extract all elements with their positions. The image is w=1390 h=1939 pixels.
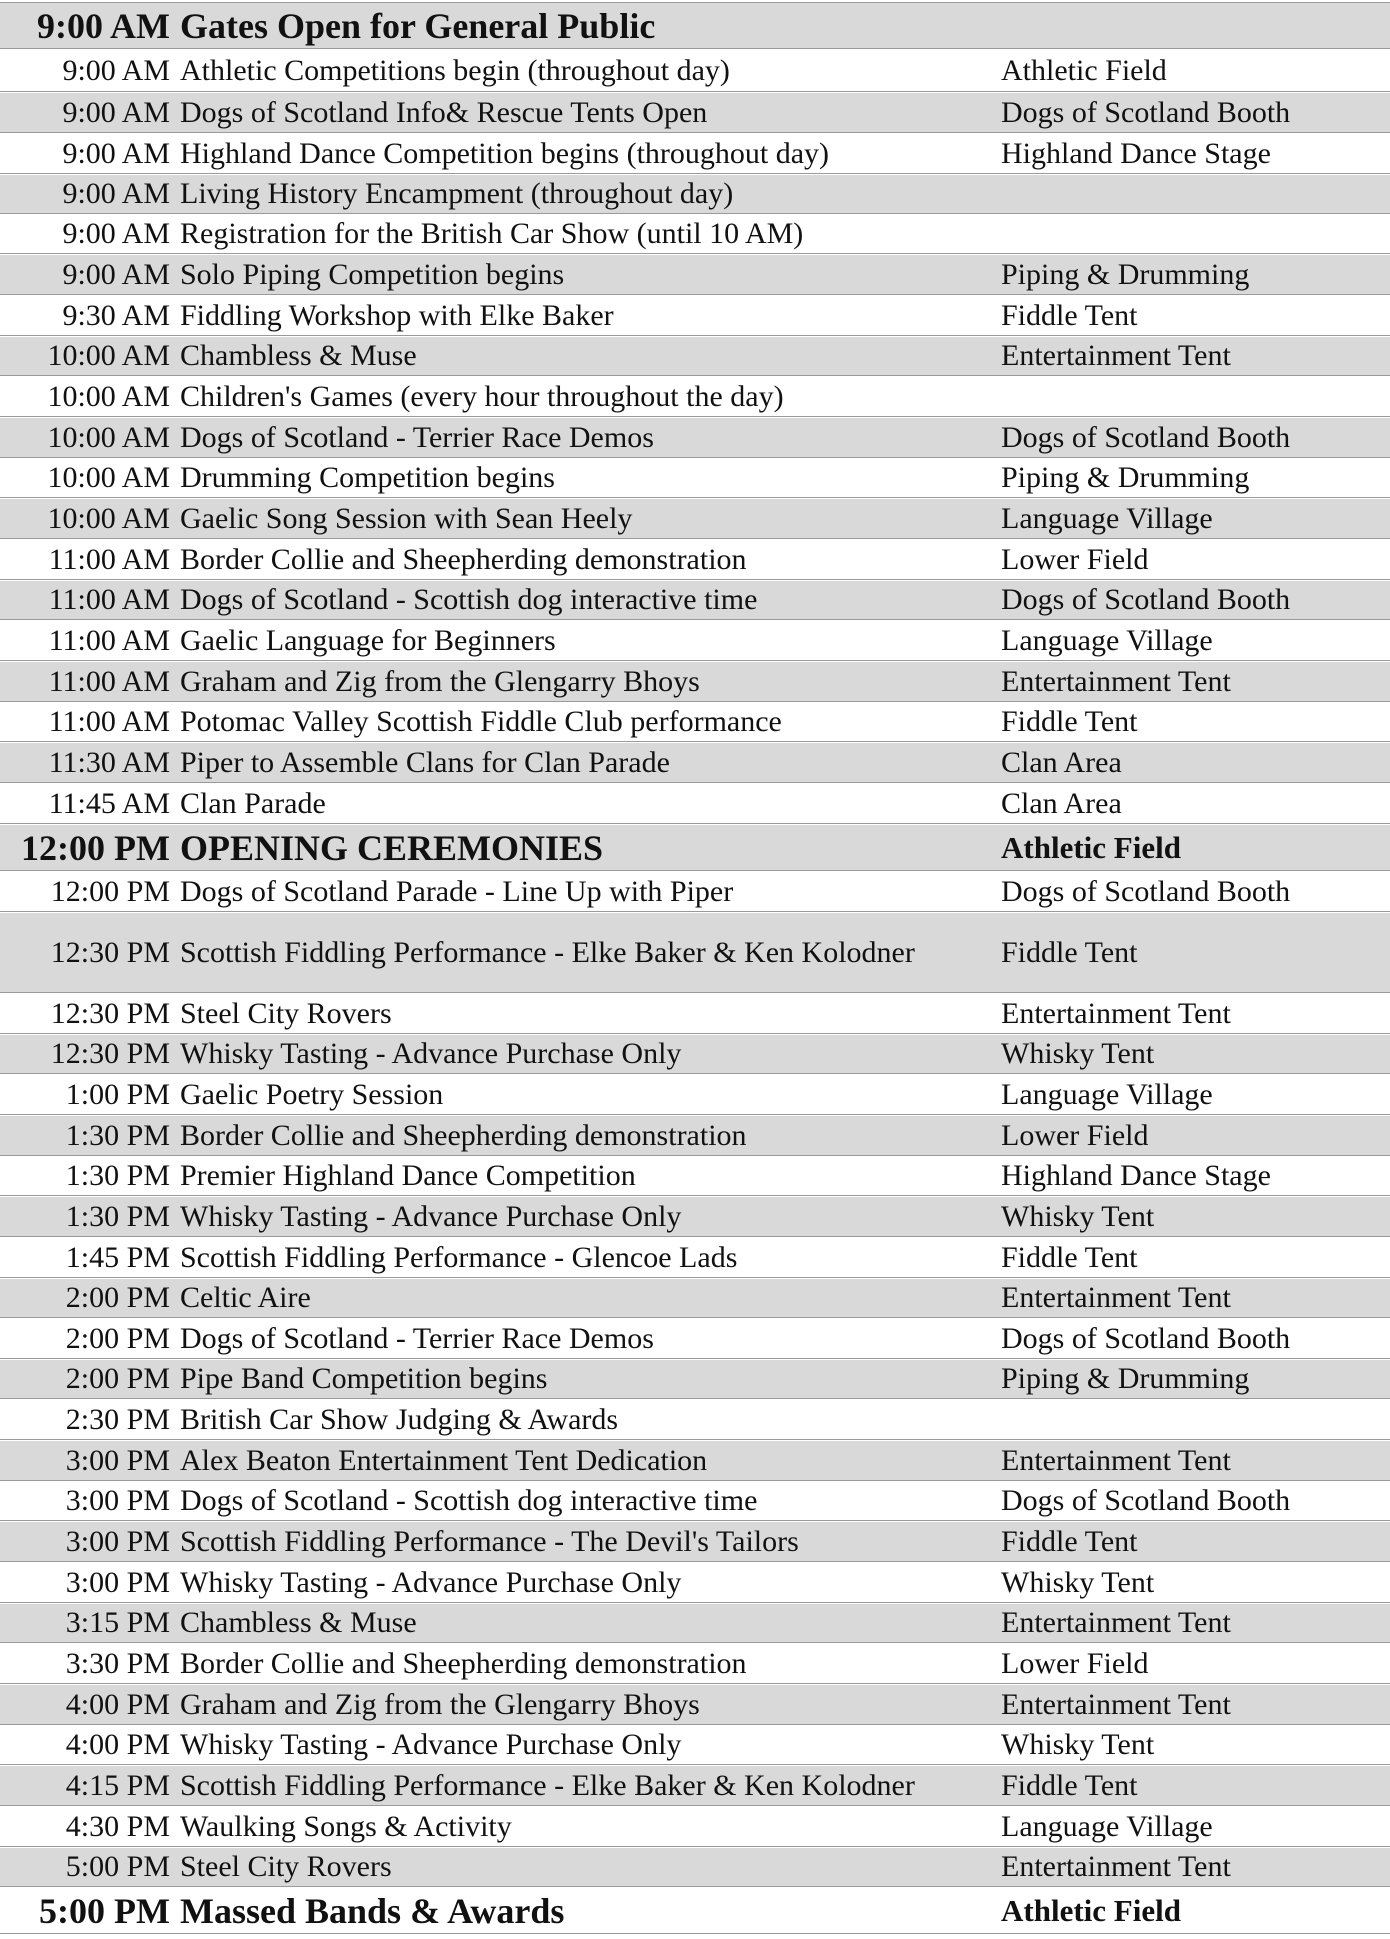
event-time: 11:45 AM (48, 786, 170, 820)
schedule-row (0, 1360, 1390, 1399)
event-time: 5:00 PM (65, 1850, 170, 1883)
event-title: Drumming Competition begins (180, 461, 555, 494)
event-location: Dogs of Scotland Booth (1001, 583, 1291, 616)
schedule-row (0, 50, 1390, 92)
schedule-row (0, 1563, 1390, 1603)
event-title: Dogs of Scotland Info& Rescue Tents Open (180, 95, 708, 129)
event-time: 2:00 PM (65, 1362, 170, 1395)
event-location: Language Village (1001, 501, 1213, 535)
event-title: Whisky Tasting - Advance Purchase Only (180, 1565, 682, 1599)
schedule-row (0, 913, 1390, 993)
event-time: 11:00 AM (48, 583, 170, 616)
section-header-row (0, 2, 1390, 49)
event-title: Chambless & Muse (180, 339, 417, 372)
schedule-row (0, 784, 1390, 824)
event-title: Dogs of Scotland - Scottish dog interactive time (180, 583, 758, 616)
event-title: Gaelic Song Session with Sean Heely (180, 501, 633, 535)
event-location: Fiddle Tent (1001, 1768, 1138, 1802)
event-time: 9:00 AM (62, 177, 170, 210)
event-title: Dogs of Scotland Parade - Line Up with Piper (180, 874, 734, 908)
event-location: Fiddle Tent (1001, 298, 1138, 332)
schedule-row (0, 743, 1390, 783)
event-location: Piping & Drumming (1001, 461, 1250, 494)
event-location: Whisky Tent (1001, 1728, 1155, 1761)
event-time: 12:30 PM (50, 1037, 170, 1070)
schedule-row (0, 1157, 1390, 1196)
event-time: 2:00 PM (65, 1281, 170, 1314)
event-time: 9:30 AM (62, 298, 170, 332)
schedule-row (0, 337, 1390, 376)
event-time: 10:00 AM (47, 339, 170, 372)
event-location: Whisky Tent (1001, 1565, 1155, 1599)
event-location: Highland Dance Stage (1001, 136, 1271, 170)
event-time: 3:00 PM (65, 1484, 170, 1517)
event-time: 2:00 PM (65, 1321, 170, 1355)
schedule-row (0, 377, 1390, 417)
event-location: Dogs of Scotland Booth (1001, 874, 1291, 908)
event-time: 4:00 PM (65, 1728, 170, 1761)
event-title: Whisky Tasting - Advance Purchase Only (180, 1199, 682, 1233)
event-title: Steel City Rovers (180, 996, 392, 1030)
event-time: 9:00 AM (62, 95, 170, 129)
event-location: Entertainment Tent (1001, 1443, 1231, 1477)
schedule-row (0, 1644, 1390, 1684)
schedule-row (0, 540, 1390, 580)
event-location: Entertainment Tent (1001, 339, 1231, 372)
schedule-row (0, 1685, 1390, 1725)
schedule-row (0, 1807, 1390, 1847)
event-title: Border Collie and Sheepherding demonstration (180, 1646, 747, 1680)
event-location: Piping & Drumming (1001, 257, 1250, 291)
event-location: Entertainment Tent (1001, 1606, 1231, 1639)
event-title: Solo Piping Competition begins (180, 257, 565, 291)
schedule-row (0, 662, 1390, 702)
event-time: 12:00 PM (21, 827, 170, 868)
event-location: Dogs of Scotland Booth (1001, 420, 1291, 454)
event-title: Scottish Fiddling Performance - Glencoe Lads (180, 1240, 738, 1274)
event-location: Lower Field (1001, 542, 1149, 576)
event-location: Highland Dance Stage (1001, 1159, 1271, 1192)
schedule-row (0, 1482, 1390, 1521)
event-time: 9:00 AM (37, 5, 170, 46)
event-time: 4:15 PM (65, 1768, 170, 1802)
event-time: 2:30 PM (65, 1402, 170, 1436)
event-location: Athletic Field (1001, 829, 1181, 865)
schedule-row (0, 1279, 1390, 1318)
schedule-row (0, 499, 1390, 539)
schedule-row (0, 255, 1390, 295)
schedule-row (0, 93, 1390, 133)
event-location: Fiddle Tent (1001, 1524, 1138, 1558)
event-title: Fiddling Workshop with Elke Baker (180, 298, 614, 332)
event-title: Gaelic Language for Beginners (180, 623, 556, 657)
event-title: Celtic Aire (180, 1281, 311, 1314)
event-location: Fiddle Tent (1001, 705, 1138, 738)
event-time: 3:00 PM (65, 1443, 170, 1477)
event-location: Dogs of Scotland Booth (1001, 1321, 1291, 1355)
event-location: Dogs of Scotland Booth (1001, 95, 1291, 129)
event-time: 12:30 PM (50, 935, 170, 969)
event-time: 1:45 PM (65, 1240, 170, 1274)
event-time: 9:00 AM (62, 217, 170, 250)
event-title: Clan Parade (180, 786, 326, 820)
event-title: Whisky Tasting - Advance Purchase Only (180, 1728, 682, 1761)
schedule-row (0, 1238, 1390, 1278)
event-location: Entertainment Tent (1001, 996, 1231, 1030)
event-location: Clan Area (1001, 786, 1122, 820)
event-location: Entertainment Tent (1001, 664, 1231, 698)
event-title: Athletic Competitions begin (throughout day) (180, 53, 730, 87)
section-header-row (0, 1888, 1390, 1934)
schedule-row (0, 1726, 1390, 1765)
event-title: Pipe Band Competition begins (180, 1362, 548, 1395)
event-time: 9:00 AM (62, 53, 170, 87)
event-time: 11:00 AM (48, 623, 170, 657)
event-location: Language Village (1001, 1809, 1213, 1843)
event-time: 3:30 PM (65, 1646, 170, 1680)
schedule-row (0, 621, 1390, 661)
schedule-row (0, 1197, 1390, 1237)
event-location: Clan Area (1001, 745, 1122, 779)
event-title: Chambless & Muse (180, 1606, 417, 1639)
event-time: 1:00 PM (65, 1077, 170, 1111)
event-location: Whisky Tent (1001, 1037, 1155, 1070)
schedule-row (0, 581, 1390, 620)
event-time: 4:00 PM (65, 1687, 170, 1721)
schedule-row (0, 459, 1390, 498)
schedule-row (0, 872, 1390, 912)
event-time: 11:30 AM (48, 745, 170, 779)
event-title: British Car Show Judging & Awards (180, 1402, 619, 1436)
event-title: Scottish Fiddling Performance - The Devil's Tailors (180, 1524, 799, 1558)
schedule-row (0, 1766, 1390, 1806)
schedule-row (0, 418, 1390, 458)
event-title: Potomac Valley Scottish Fiddle Club performance (180, 705, 782, 738)
event-title: Waulking Songs & Activity (180, 1809, 512, 1843)
schedule-row (0, 175, 1390, 214)
event-time: 11:00 AM (48, 542, 170, 576)
event-time: 10:00 AM (47, 461, 170, 494)
event-time: 12:30 PM (50, 996, 170, 1030)
event-time: 12:00 PM (50, 874, 170, 908)
event-time: 1:30 PM (65, 1159, 170, 1192)
event-title: Graham and Zig from the Glengarry Bhoys (180, 664, 700, 698)
schedule-row (0, 1848, 1390, 1887)
event-title: Massed Bands & Awards (180, 1890, 565, 1931)
event-time: 3:00 PM (65, 1565, 170, 1599)
schedule-row (0, 1604, 1390, 1643)
event-time: 3:15 PM (65, 1606, 170, 1639)
schedule-row (0, 1441, 1390, 1481)
schedule-row (0, 1035, 1390, 1074)
event-time: 1:30 PM (65, 1199, 170, 1233)
event-time: 9:00 AM (62, 136, 170, 170)
event-title: Living History Encampment (throughout day) (180, 177, 734, 210)
schedule-row (0, 994, 1390, 1034)
event-time: 5:00 PM (39, 1890, 170, 1931)
event-location: Fiddle Tent (1001, 1240, 1138, 1274)
event-time: 11:00 AM (48, 705, 170, 738)
event-title: Dogs of Scotland - Terrier Race Demos (180, 420, 654, 454)
section-header-row (0, 825, 1390, 871)
event-location: Entertainment Tent (1001, 1281, 1231, 1314)
event-title: Premier Highland Dance Competition (180, 1159, 636, 1192)
event-title: Highland Dance Competition begins (throughout day) (180, 136, 830, 170)
schedule-row (0, 1522, 1390, 1562)
event-time: 10:00 AM (47, 501, 170, 535)
event-time: 11:00 AM (48, 664, 170, 698)
schedule-row (0, 296, 1390, 336)
event-time: 4:30 PM (65, 1809, 170, 1843)
schedule-row (0, 1075, 1390, 1115)
event-location: Lower Field (1001, 1646, 1149, 1680)
event-location: Fiddle Tent (1001, 935, 1138, 969)
event-title: Gates Open for General Public (180, 5, 656, 46)
event-location: Athletic Field (1001, 1892, 1181, 1928)
schedule-row (0, 215, 1390, 254)
event-location: Entertainment Tent (1001, 1850, 1231, 1883)
schedule-row (0, 703, 1390, 742)
event-time: 3:00 PM (65, 1524, 170, 1558)
event-title: Steel City Rovers (180, 1850, 392, 1883)
event-location: Lower Field (1001, 1118, 1149, 1152)
event-title: Piper to Assemble Clans for Clan Parade (180, 745, 670, 779)
event-location: Athletic Field (1001, 53, 1167, 87)
event-title: Registration for the British Car Show (until 10 AM) (180, 217, 804, 250)
event-title: Gaelic Poetry Session (180, 1077, 444, 1111)
event-time: 9:00 AM (62, 257, 170, 291)
schedule-row (0, 1319, 1390, 1359)
event-location: Dogs of Scotland Booth (1001, 1484, 1291, 1517)
event-location: Whisky Tent (1001, 1199, 1155, 1233)
event-location: Language Village (1001, 623, 1213, 657)
event-time: 10:00 AM (47, 420, 170, 454)
event-title: Border Collie and Sheepherding demonstration (180, 1118, 747, 1152)
event-location: Piping & Drumming (1001, 1362, 1250, 1395)
event-title: Children's Games (every hour throughout the day) (180, 379, 784, 413)
event-title: Dogs of Scotland - Terrier Race Demos (180, 1321, 654, 1355)
schedule-row (0, 1400, 1390, 1440)
event-time: 10:00 AM (47, 379, 170, 413)
event-title: Border Collie and Sheepherding demonstration (180, 542, 747, 576)
event-title: Scottish Fiddling Performance - Elke Baker & Ken Kolodner (180, 935, 915, 969)
event-title: Graham and Zig from the Glengarry Bhoys (180, 1687, 700, 1721)
event-title: Dogs of Scotland - Scottish dog interactive time (180, 1484, 758, 1517)
event-title: Alex Beaton Entertainment Tent Dedication (180, 1443, 708, 1477)
event-title: OPENING CEREMONIES (180, 827, 604, 868)
schedule-row (0, 1116, 1390, 1156)
event-time: 1:30 PM (65, 1118, 170, 1152)
event-location: Language Village (1001, 1077, 1213, 1111)
schedule-row (0, 134, 1390, 174)
event-location: Entertainment Tent (1001, 1687, 1231, 1721)
event-title: Whisky Tasting - Advance Purchase Only (180, 1037, 682, 1070)
event-title: Scottish Fiddling Performance - Elke Baker & Ken Kolodner (180, 1768, 915, 1802)
